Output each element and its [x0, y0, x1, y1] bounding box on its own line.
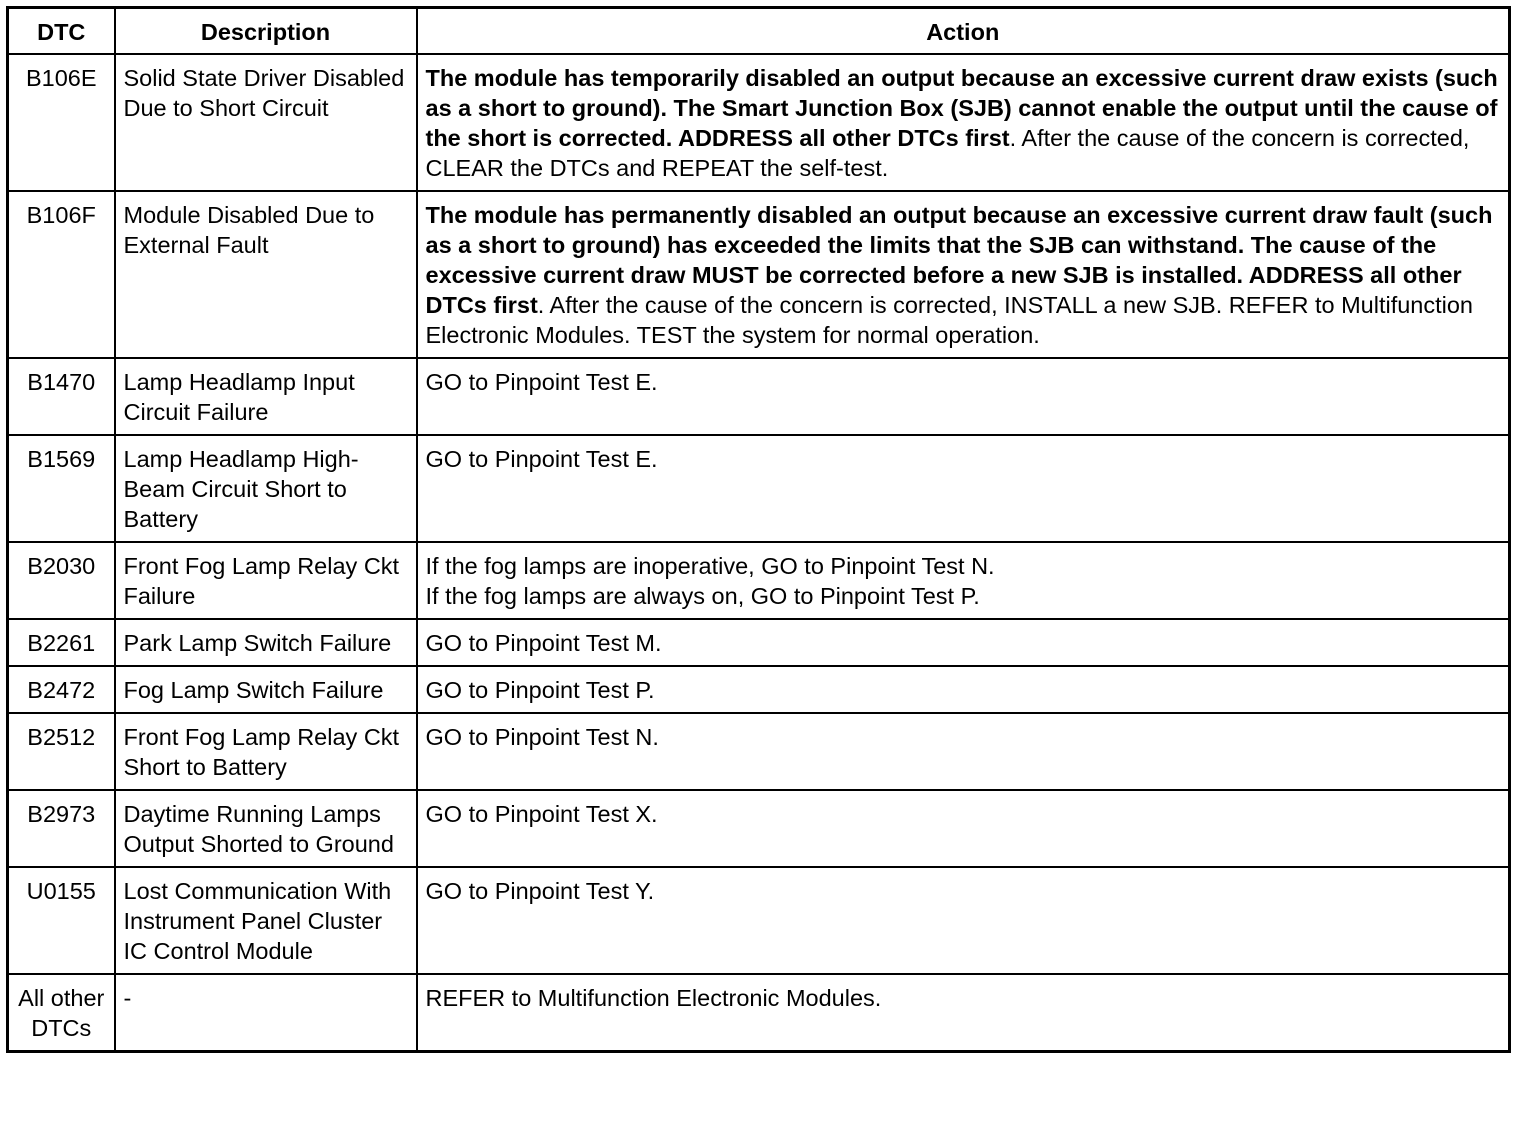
dtc-description: Solid State Driver Disabled Due to Short Circuit [115, 54, 417, 191]
dtc-table [6, 6, 1511, 1053]
action-line: If the fog lamps are inoperative, GO to Pinpoint Test N. [425, 553, 995, 579]
dtc-code: B2512 [8, 713, 115, 790]
table-row [8, 867, 1510, 974]
table-row [8, 790, 1510, 867]
dtc-description: Park Lamp Switch Failure [115, 619, 417, 666]
table-row [8, 713, 1510, 790]
dtc-action: GO to Pinpoint Test M. [417, 619, 1510, 666]
dtc-description: Lost Communication With Instrument Panel Cluster IC Control Module [115, 867, 417, 974]
action-warning: The module has temporarily disabled an output because an excessive current draw exists (such as a short to ground). The Smart Junction Box (SJB) cannot enable the output until the cause of the short is corrected. ADDRESS all other DTCs first [425, 65, 1498, 151]
dtc-action: GO to Pinpoint Test E. [417, 435, 1510, 542]
table-row [8, 54, 1510, 191]
dtc-action: REFER to Multifunction Electronic Modules. [417, 974, 1510, 1052]
table-row [8, 666, 1510, 713]
dtc-description: Front Fog Lamp Relay Ckt Failure [115, 542, 417, 619]
dtc-action [417, 191, 1510, 358]
table-row [8, 974, 1510, 1052]
dtc-code: B106E [8, 54, 115, 191]
dtc-action: GO to Pinpoint Test N. [417, 713, 1510, 790]
dtc-description: Module Disabled Due to External Fault [115, 191, 417, 358]
action-text: . After the cause of the concern is corrected, CLEAR the DTCs and REPEAT the self-test. [425, 125, 1470, 181]
dtc-description: Fog Lamp Switch Failure [115, 666, 417, 713]
dtc-code: B1569 [8, 435, 115, 542]
table-row [8, 358, 1510, 435]
table-row [8, 191, 1510, 358]
dtc-code: B2472 [8, 666, 115, 713]
dtc-action: GO to Pinpoint Test Y. [417, 867, 1510, 974]
action-text: . After the cause of the concern is corrected, INSTALL a new SJB. REFER to Multifunction Electronic Modules. TEST the system for normal operation. [425, 292, 1474, 348]
dtc-code: B2973 [8, 790, 115, 867]
table-row [8, 542, 1510, 619]
dtc-action: GO to Pinpoint Test X. [417, 790, 1510, 867]
header-action: Action [417, 8, 1510, 55]
dtc-description: Lamp Headlamp High-Beam Circuit Short to Battery [115, 435, 417, 542]
dtc-description: Daytime Running Lamps Output Shorted to Ground [115, 790, 417, 867]
header-dtc: DTC [8, 8, 115, 55]
dtc-description: Front Fog Lamp Relay Ckt Short to Battery [115, 713, 417, 790]
action-line: If the fog lamps are always on, GO to Pinpoint Test P. [425, 583, 980, 609]
dtc-description: - [115, 974, 417, 1052]
dtc-code: U0155 [8, 867, 115, 974]
dtc-code: B2030 [8, 542, 115, 619]
table-row [8, 619, 1510, 666]
dtc-action [417, 542, 1510, 619]
dtc-action [417, 54, 1510, 191]
dtc-code: All other DTCs [8, 974, 115, 1052]
table-row [8, 435, 1510, 542]
dtc-code: B106F [8, 191, 115, 358]
dtc-action: GO to Pinpoint Test P. [417, 666, 1510, 713]
dtc-code: B2261 [8, 619, 115, 666]
dtc-action: GO to Pinpoint Test E. [417, 358, 1510, 435]
header-description: Description [115, 8, 417, 55]
table-header-row [8, 8, 1510, 55]
dtc-description: Lamp Headlamp Input Circuit Failure [115, 358, 417, 435]
action-warning: The module has permanently disabled an output because an excessive current draw fault (such as a short to ground) has exceeded the limits that the SJB can withstand. The cause of the excessive current draw MUST be corrected before a new SJB is installed. ADDRESS all other DTCs first [425, 202, 1493, 318]
dtc-code: B1470 [8, 358, 115, 435]
